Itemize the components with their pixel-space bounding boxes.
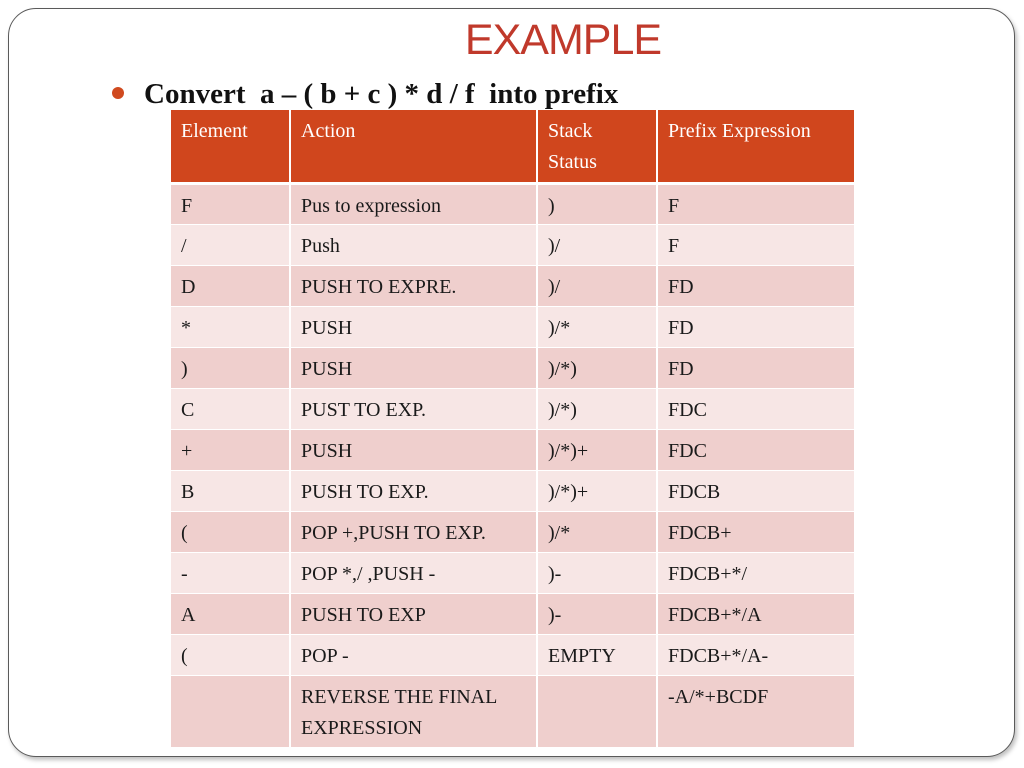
cell-action: PUSH bbox=[290, 430, 537, 471]
cell-prefix-expression: FDCB+*/A- bbox=[657, 635, 854, 676]
cell-stack-status: )/* bbox=[537, 512, 657, 553]
cell-element: ( bbox=[171, 512, 290, 553]
cell-stack-status: )- bbox=[537, 553, 657, 594]
cell-stack-status: EMPTY bbox=[537, 635, 657, 676]
cell-stack-status bbox=[537, 676, 657, 748]
table-row bbox=[171, 471, 854, 512]
table-row bbox=[171, 266, 854, 307]
bullet-dot-icon bbox=[112, 87, 124, 99]
header-stack-status: Stack Status bbox=[537, 110, 657, 184]
table-row bbox=[171, 594, 854, 635]
cell-action: PUSH bbox=[290, 348, 537, 389]
cell-prefix-expression: FDCB+ bbox=[657, 512, 854, 553]
conversion-table bbox=[171, 110, 854, 748]
cell-element: / bbox=[171, 225, 290, 266]
cell-prefix-expression: FD bbox=[657, 348, 854, 389]
cell-element: ( bbox=[171, 635, 290, 676]
cell-action: PUSH bbox=[290, 307, 537, 348]
cell-stack-status: ) bbox=[537, 184, 657, 225]
cell-element: F bbox=[171, 184, 290, 225]
table-row bbox=[171, 184, 854, 225]
table-row bbox=[171, 512, 854, 553]
cell-prefix-expression: -A/*+BCDF bbox=[657, 676, 854, 748]
bullet-point bbox=[112, 78, 618, 111]
cell-stack-status: )/ bbox=[537, 266, 657, 307]
cell-stack-status: )/ bbox=[537, 225, 657, 266]
table-header-row bbox=[171, 110, 854, 184]
cell-action: PUSH TO EXP bbox=[290, 594, 537, 635]
table-row bbox=[171, 676, 854, 748]
table-row bbox=[171, 389, 854, 430]
cell-action: Push bbox=[290, 225, 537, 266]
cell-stack-status: )/* bbox=[537, 307, 657, 348]
cell-element: C bbox=[171, 389, 290, 430]
cell-element: A bbox=[171, 594, 290, 635]
table-row bbox=[171, 348, 854, 389]
cell-action: POP +,PUSH TO EXP. bbox=[290, 512, 537, 553]
cell-prefix-expression: FDC bbox=[657, 430, 854, 471]
bullet-text: Convert a – ( b + c ) * d / f into prefix bbox=[144, 78, 619, 110]
cell-element: + bbox=[171, 430, 290, 471]
cell-element: * bbox=[171, 307, 290, 348]
table-row bbox=[171, 430, 854, 471]
cell-stack-status: )/*)+ bbox=[537, 471, 657, 512]
header-prefix-expression: Prefix Expression bbox=[657, 110, 854, 184]
cell-prefix-expression: FDCB+*/A bbox=[657, 594, 854, 635]
cell-stack-status: )/*) bbox=[537, 348, 657, 389]
cell-element bbox=[171, 676, 290, 748]
table-row bbox=[171, 635, 854, 676]
cell-prefix-expression: F bbox=[657, 225, 854, 266]
cell-action: PUSH TO EXP. bbox=[290, 471, 537, 512]
cell-element: D bbox=[171, 266, 290, 307]
table-row bbox=[171, 553, 854, 594]
cell-prefix-expression: FD bbox=[657, 266, 854, 307]
cell-action: POP - bbox=[290, 635, 537, 676]
cell-prefix-expression: FDC bbox=[657, 389, 854, 430]
cell-prefix-expression: FDCB bbox=[657, 471, 854, 512]
cell-stack-status: )/*)+ bbox=[537, 430, 657, 471]
cell-stack-status: )- bbox=[537, 594, 657, 635]
cell-stack-status: )/*) bbox=[537, 389, 657, 430]
cell-prefix-expression: F bbox=[657, 184, 854, 225]
cell-action: Pus to expression bbox=[290, 184, 537, 225]
cell-element: B bbox=[171, 471, 290, 512]
cell-prefix-expression: FDCB+*/ bbox=[657, 553, 854, 594]
header-element: Element bbox=[171, 110, 290, 184]
table-row bbox=[171, 307, 854, 348]
cell-action: PUST TO EXP. bbox=[290, 389, 537, 430]
cell-action: PUSH TO EXPRE. bbox=[290, 266, 537, 307]
cell-action: POP *,/ ,PUSH - bbox=[290, 553, 537, 594]
cell-element: ) bbox=[171, 348, 290, 389]
cell-prefix-expression: FD bbox=[657, 307, 854, 348]
slide-title: EXAMPLE bbox=[464, 16, 662, 64]
header-action: Action bbox=[290, 110, 537, 184]
cell-element: - bbox=[171, 553, 290, 594]
cell-action: REVERSE THE FINAL EXPRESSION bbox=[290, 676, 537, 748]
table-row bbox=[171, 225, 854, 266]
